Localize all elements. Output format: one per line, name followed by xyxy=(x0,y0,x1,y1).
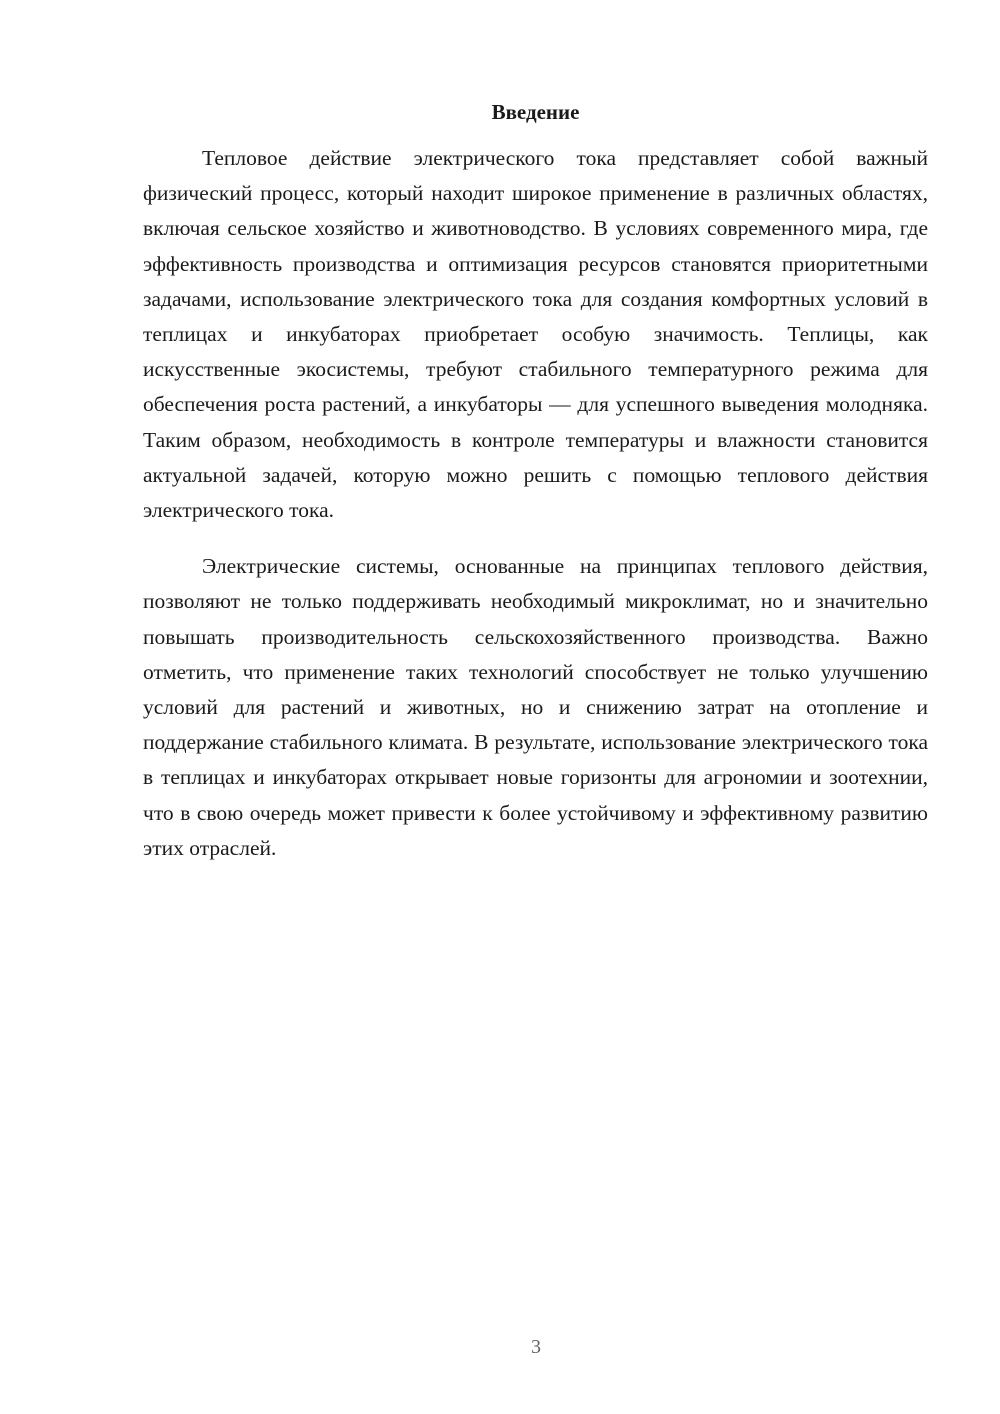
page-number: 3 xyxy=(531,1336,541,1358)
section-heading: Введение xyxy=(491,100,580,124)
document-body xyxy=(143,141,928,866)
paragraph-2: Электрические системы, основанные на принципах теплового действия, позволяют не только поддерживать необходимый микроклимат, но и значительно повышать производительность сельскохозяйственного производства. Важно отметить, что применение таких технологий способствует не только улучшению условий для растений и животных, но и снижению затрат на отопление и поддержание стабильного климата. В результате, использование электрического тока в теплицах и инкубаторах открывает новые горизонты для агрономии и зоотехнии, что в свою очередь может привести к более устойчивому и эффективному развитию этих отраслей. xyxy=(143,554,928,860)
paragraph-1: Тепловое действие электрического тока представляет собой важный физический процесс, который находит широкое применение в различных областях, включая сельское хозяйство и животноводство. В условиях современного мира, где эффективность производства и оптимизация ресурсов становятся приоритетными задачами, использование электрического тока для создания комфортных условий в теплицах и инкубаторах приобретает особую значимость. Теплицы, как искусственные экосистемы, требуют стабильного температурного режима для обеспечения роста растений, а инкубаторы — для успешного выведения молодняка. Таким образом, необходимость в контроле температуры и влажности становится актуальной задачей, которую можно решить с помощью теплового действия электрического тока. xyxy=(143,146,928,523)
